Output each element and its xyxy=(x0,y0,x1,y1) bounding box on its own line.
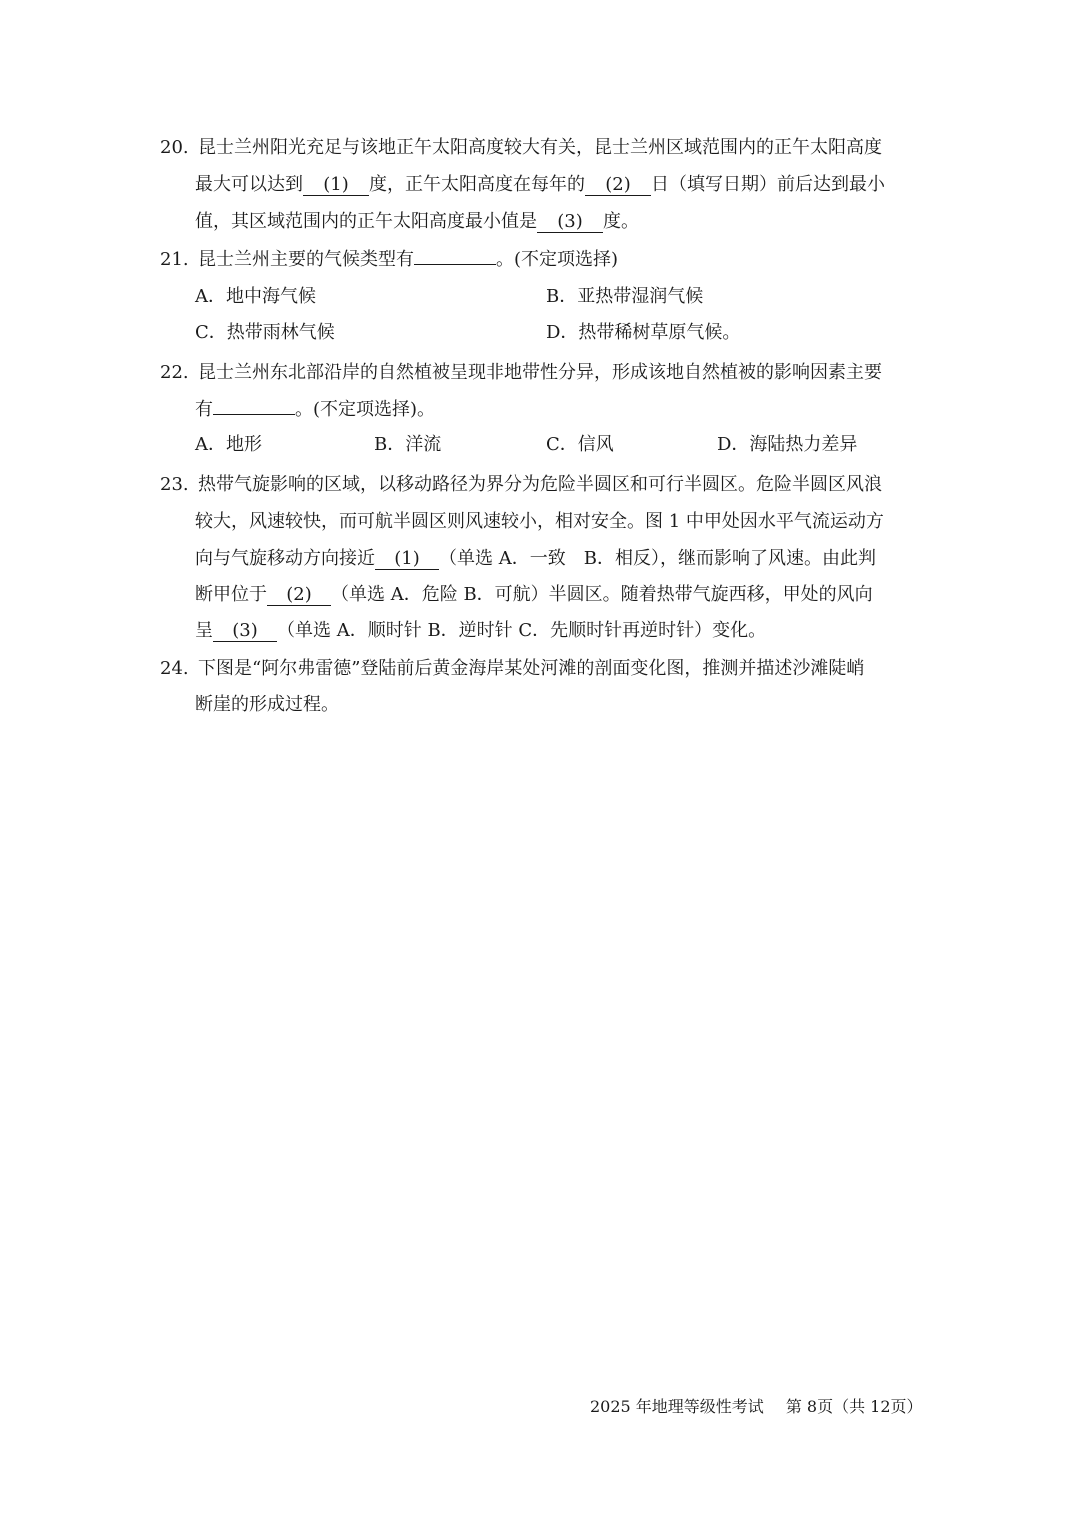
q23-blank-3[interactable]: (3) xyxy=(213,621,277,642)
q23-line-4: 断甲位于 (2) （单选 A．危险 B．可航）半圆区。随着热带气旋西移，甲处的风向 xyxy=(195,584,873,605)
q23-line-3: 向与气旋移动方向接近 (1) （单选 A．一致 B．相反），继而影响了风速。由此判 xyxy=(195,548,876,569)
q22-option-c[interactable]: C．信风 xyxy=(546,434,614,455)
q20-blank-3[interactable]: (3) xyxy=(537,212,603,233)
q23-line-2: 较大，风速较快，而可航半圆区则风速较小，相对安全。图 1 中甲处因水平气流运动方 xyxy=(195,511,884,532)
page-number: 第 8页（共 12页） xyxy=(785,1397,923,1416)
q22-answer-blank[interactable] xyxy=(213,414,295,415)
q21-option-b[interactable]: B．亚热带湿润气候 xyxy=(546,286,704,307)
q21-option-c[interactable]: C．热带雨林气候 xyxy=(195,322,335,343)
q22-option-a[interactable]: A．地形 xyxy=(195,434,262,455)
q24-line-1: 24. 下图是“阿尔弗雷德”登陆前后黄金海岸某处河滩的剖面变化图，推测并描述沙滩陡峭 xyxy=(160,658,865,679)
exam-title: 2025 年地理等级性考试 xyxy=(590,1397,764,1416)
page-footer xyxy=(590,1395,923,1419)
q22-number: 22. xyxy=(160,362,189,383)
q20-number: 20. xyxy=(160,137,189,158)
q20-blank-2[interactable]: (2) xyxy=(585,175,651,196)
q20-line-1: 20. 昆士兰州阳光充足与该地正午太阳高度较大有关，昆士兰州区域范围内的正午太阳高度 xyxy=(160,137,882,158)
q24-number: 24. xyxy=(160,658,189,679)
q22-line-1: 22. 昆士兰州东北部沿岸的自然植被呈现非地带性分异，形成该地自然植被的影响因素主要 xyxy=(160,362,882,383)
q22-option-d[interactable]: D．海陆热力差异 xyxy=(717,434,858,455)
q20-line-3: 值，其区域范围内的正午太阳高度最小值是 (3) 度。 xyxy=(195,211,639,232)
q22-line-2: 有 。(不定项选择)。 xyxy=(195,399,436,420)
q21-stem: 21. 昆士兰州主要的气候类型有 。(不定项选择) xyxy=(160,249,619,270)
q20-blank-1[interactable]: (1) xyxy=(303,175,369,196)
q21-number: 21. xyxy=(160,249,189,270)
q24-line-2: 断崖的形成过程。 xyxy=(195,694,339,715)
q23-blank-2[interactable]: (2) xyxy=(267,585,331,606)
q23-blank-1[interactable]: (1) xyxy=(375,549,439,570)
q23-number: 23. xyxy=(160,474,189,495)
q21-option-d[interactable]: D．热带稀树草原气候。 xyxy=(546,322,741,343)
q23-line-5: 呈 (3) （单选 A．顺时针 B．逆时针 C．先顺时针再逆时针）变化。 xyxy=(195,620,767,641)
q22-option-b[interactable]: B．洋流 xyxy=(374,434,442,455)
q23-line-1: 23. 热带气旋影响的区域，以移动路径为界分为危险半圆区和可行半圆区。危险半圆区风浪 xyxy=(160,474,882,495)
q21-option-a[interactable]: A．地中海气候 xyxy=(195,286,316,307)
q21-answer-blank[interactable] xyxy=(414,264,496,265)
q20-line-2: 最大可以达到 (1) 度，正午太阳高度在每年的 (2) 日（填写日期）前后达到最小 xyxy=(195,174,885,195)
